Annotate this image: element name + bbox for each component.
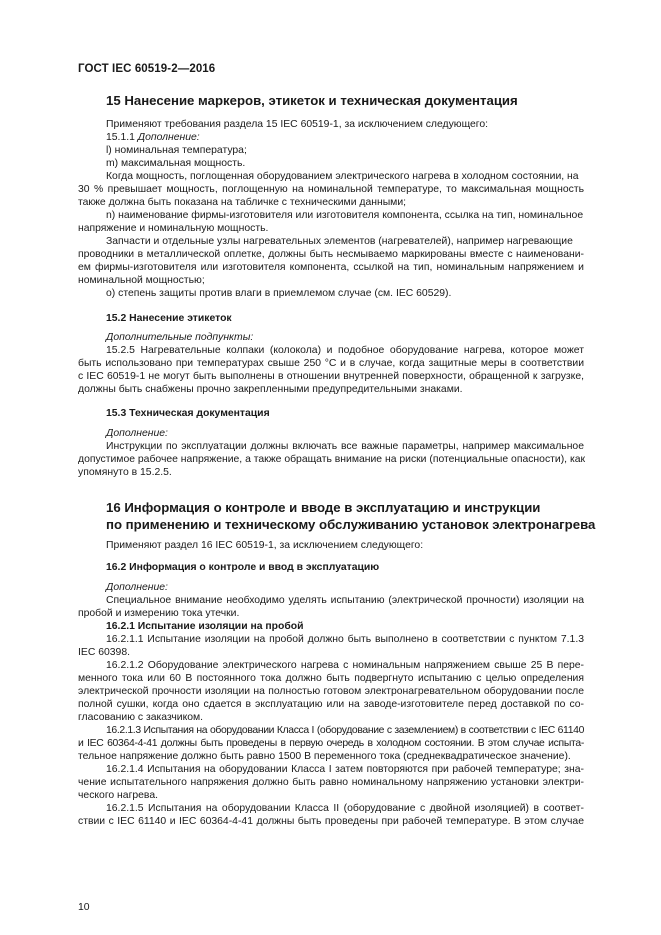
paragraph-line: проводники в металлической оплетке, должны быть несмываемо маркированы вместе с наименовани- xyxy=(78,249,584,260)
paragraph-line: Применяют раздел 16 IEC 60519-1, за исключением следующего: xyxy=(106,540,424,551)
paragraph-line: электрической прочности изоляции на полностью готовом электронагревательном оборудовании после xyxy=(78,686,584,697)
paragraph-line: 15.2.5 Нагревательные колпаки (колокола) и подобное оборудование нагрева, которое может xyxy=(106,345,584,356)
paragraph-line: 16.2.1.2 Оборудование электрического нагрева с номинальным напряжением свыше 25 В пере- xyxy=(106,660,584,671)
addition-label: Дополнение: xyxy=(137,132,200,143)
standard-header: ГОСТ IEC 60519-2—2016 xyxy=(78,63,216,75)
paragraph-line: 30 % превышает мощность, поглощенную на номинальной температуре, то максимальная мощность xyxy=(78,184,584,195)
paragraph-line: ствии с IEC 61140 и IEC 60364-4-41 должны быть проведены при рабочей температуре. В этом случае xyxy=(78,816,584,827)
paragraph-line: допустимое рабочее напряжение, а также обращать внимание на риски (потенциальные опасности), как xyxy=(78,454,586,465)
clause-15-1-1: 15.1.1 Дополнение: xyxy=(106,132,200,143)
clause-16-2-1-title: 16.2.1 Испытание изоляции на пробой xyxy=(106,621,304,632)
paragraph-line: напряжение и номинальную мощность. xyxy=(78,223,269,234)
paragraph-line: быть использовано при температурах свыше 250 °C и в случае, когда защитные меры в соответствии xyxy=(78,358,584,369)
list-item: o) степень защиты против влаги в приемлемом случае (см. IEC 60529). xyxy=(106,288,452,299)
paragraph-line: с IEC 60519-1 не могут быть выполнены в отношении внутренней поверхности, обращенной к загрузке, xyxy=(78,371,584,382)
section-15-3-title: 15.3 Техническая документация xyxy=(106,408,270,419)
paragraph-line: ем фирмы-изготовителя или изготовителя компонента, ссылкой на тип, номинальным напряжением и xyxy=(78,262,584,273)
paragraph-line: 16.2.1.3 Испытания на оборудовании Класса I (оборудование с заземлением) в соответствии с IEC 61140 xyxy=(106,725,584,736)
section-16-2-title: 16.2 Информация о контроле и ввод в эксплуатацию xyxy=(106,562,380,573)
paragraph-line: менного тока или 60 В постоянного тока должно быть подвергнуто испытанию с целью определения xyxy=(78,673,584,684)
paragraph-line: должны быть снабжены прочно закрепленными предупредительными знаками. xyxy=(78,384,463,395)
paragraph-line: 16.2.1.5 Испытания на оборудовании Класса II (оборудование с двойной изоляцией) в соответ- xyxy=(106,803,584,814)
paragraph-line: ческого нагрева. xyxy=(78,790,158,801)
paragraph-line: Когда мощность, поглощенная оборудованием электрического нагрева в холодном состоянии, на xyxy=(106,171,579,182)
paragraph-line: тельное напряжение должно быть равно 1500 В переменного тока (среднеквадратическое значение). xyxy=(78,751,571,762)
paragraph-line: полной сушки, когда оно сдается в эксплуатацию или на заводе-изготовителе перед доставкой по со- xyxy=(78,699,584,710)
paragraph-line: IEC 60398. xyxy=(78,647,130,658)
paragraph-line: пробой и измерению тока утечки. xyxy=(78,608,240,619)
section-16-title-line2: по применению и техническому обслуживанию установок электронагрева xyxy=(106,517,596,532)
paragraph-line: 16.2.1.1 Испытание изоляции на пробой должно быть выполнено в соответствии с пунктом 7.1.3 xyxy=(106,634,584,645)
paragraph-line: 16.2.1.4 Испытания на оборудовании Класса I затем повторяются при рабочей температуре; зна- xyxy=(106,764,584,775)
paragraph-line: Запчасти и отдельные узлы нагревательных элементов (нагревателей), например нагревающие xyxy=(106,236,573,247)
additional-subclauses-label: Дополнительные подпункты: xyxy=(106,332,254,343)
paragraph-line: также должна быть показана на табличке с техническими данными; xyxy=(78,197,407,208)
list-item: m) максимальная мощность. xyxy=(106,158,246,169)
paragraph-line: Инструкции по эксплуатации должны включать все важные параметры, например максимальное xyxy=(106,441,584,452)
section-16-title-line1: 16 Информация о контроле и вводе в эксплуатацию и инструкции xyxy=(106,500,541,515)
page-number: 10 xyxy=(78,902,90,913)
paragraph-line: гласованию с заказчиком. xyxy=(78,712,204,723)
list-item: l) номинальная температура; xyxy=(106,145,247,156)
paragraph-line: чение испытательного напряжения должно быть равно номинальному напряжению установки электри- xyxy=(78,777,584,788)
addition-label: Дополнение: xyxy=(106,582,168,593)
paragraph-line: номинальной мощностью; xyxy=(78,275,205,286)
section-15-2-title: 15.2 Нанесение этикеток xyxy=(106,313,232,324)
paragraph-line: Применяют требования раздела 15 IEC 60519-1, за исключением следующего: xyxy=(106,119,489,130)
paragraph-line: Специальное внимание необходимо уделять испытанию (электрической прочности) изоляции на xyxy=(106,595,584,606)
paragraph-line: упомянуто в 15.2.5. xyxy=(78,467,172,478)
paragraph-line: и IEC 60364-4-41 должны быть проведены в первую очередь в холодном состоянии. В этом случае испыта- xyxy=(78,738,584,749)
section-15-title: 15 Нанесение маркеров, этикеток и техническая документация xyxy=(106,93,518,108)
addition-label: Дополнение: xyxy=(106,428,168,439)
list-item: n) наименование фирмы-изготовителя или изготовителя компонента, ссылка на тип, номинальное xyxy=(106,210,584,221)
